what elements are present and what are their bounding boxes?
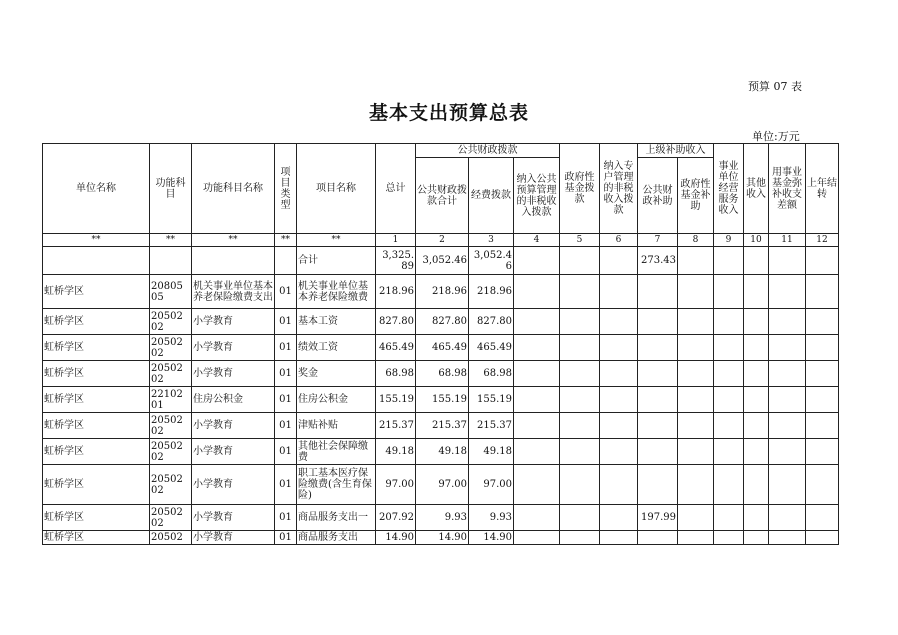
index-cell: 4 <box>514 234 560 247</box>
cell-other-income <box>744 309 769 335</box>
cell-proj-name: 职工基本医疗保险缴费(含生育保险) <box>297 465 376 505</box>
cell-carryover <box>806 413 839 439</box>
cell-proj-name: 商品服务支出 <box>297 531 376 545</box>
cell-proj-type: 01 <box>275 387 297 413</box>
cell-pf-funds: 465.49 <box>469 335 514 361</box>
cell-proj-type: 01 <box>275 531 297 545</box>
cell-total: 827.80 <box>376 309 416 335</box>
cell-pf-nontax <box>514 361 560 387</box>
cell-proj-name: 其他社会保障缴费 <box>297 439 376 465</box>
totals-pf-total: 3,052.46 <box>416 247 469 275</box>
cell-sub-public <box>638 275 678 309</box>
cell-sub-gov-fund <box>678 387 714 413</box>
index-cell: ** <box>43 234 150 247</box>
cell-func-name: 小学教育 <box>192 361 275 387</box>
table-row <box>43 387 839 413</box>
cell-proj-type: 01 <box>275 413 297 439</box>
totals-total: 3,325.89 <box>376 247 416 275</box>
cell-pf-total: 218.96 <box>416 275 469 309</box>
cell-unit-name: 虹桥学区 <box>43 387 150 413</box>
cell-biz-income <box>714 361 744 387</box>
cell-biz-fund <box>769 505 806 531</box>
cell-gov-fund <box>560 505 600 531</box>
cell-other-income <box>744 361 769 387</box>
index-cell: 10 <box>744 234 769 247</box>
cell-sub-public <box>638 361 678 387</box>
cell-gov-fund <box>560 387 600 413</box>
cell-carryover <box>806 531 839 545</box>
index-cell: 5 <box>560 234 600 247</box>
cell-pf-total: 215.37 <box>416 413 469 439</box>
cell-other-income <box>744 439 769 465</box>
col-header-special-nontax: 纳入专户管理的非税收入拨款 <box>600 144 638 234</box>
cell-pf-nontax <box>514 413 560 439</box>
index-cell: 11 <box>769 234 806 247</box>
table-row <box>43 531 839 545</box>
cell-biz-income <box>714 413 744 439</box>
cell-func-name: 小学教育 <box>192 531 275 545</box>
col-header-biz-fund: 用事业基金弥补收支差额 <box>769 144 806 234</box>
cell-biz-fund <box>769 309 806 335</box>
cell-proj-name: 奖金 <box>297 361 376 387</box>
index-cell: ** <box>192 234 275 247</box>
cell-biz-income <box>714 465 744 505</box>
cell-special-nontax <box>600 505 638 531</box>
table-row <box>43 361 839 387</box>
cell-unit-name: 虹桥学区 <box>43 275 150 309</box>
cell-biz-income <box>714 531 744 545</box>
cell-proj-name: 机关事业单位基本养老保险缴费 <box>297 275 376 309</box>
cell-proj-name: 基本工资 <box>297 309 376 335</box>
cell-total: 49.18 <box>376 439 416 465</box>
cell-pf-total: 68.98 <box>416 361 469 387</box>
cell-special-nontax <box>600 531 638 545</box>
cell-biz-income <box>714 387 744 413</box>
cell-special-nontax <box>600 275 638 309</box>
cell-special-nontax <box>600 439 638 465</box>
cell-gov-fund <box>560 531 600 545</box>
form-code: 预算 07 表 <box>748 80 802 93</box>
cell-special-nontax <box>600 387 638 413</box>
cell-biz-fund <box>769 275 806 309</box>
table-row <box>43 439 839 465</box>
cell-pf-funds: 215.37 <box>469 413 514 439</box>
cell-biz-income <box>714 335 744 361</box>
cell-gov-fund <box>560 413 600 439</box>
cell-sub-gov-fund <box>678 465 714 505</box>
totals-sub-public: 273.43 <box>638 247 678 275</box>
cell-pf-funds: 155.19 <box>469 387 514 413</box>
cell-proj-type: 01 <box>275 505 297 531</box>
budget-table <box>42 143 839 545</box>
totals-row <box>43 247 839 275</box>
cell-total: 97.00 <box>376 465 416 505</box>
cell-proj-type: 01 <box>275 275 297 309</box>
page-title: 基本支出预算总表 <box>368 102 529 124</box>
cell-pf-total: 465.49 <box>416 335 469 361</box>
index-cell: 7 <box>638 234 678 247</box>
cell-func-code: 22102 01 <box>150 387 192 413</box>
cell-unit-name: 虹桥学区 <box>43 531 150 545</box>
col-header-func-code: 功能科目 <box>150 144 192 234</box>
cell-unit-name: 虹桥学区 <box>43 439 150 465</box>
cell-carryover <box>806 335 839 361</box>
cell-carryover <box>806 387 839 413</box>
cell-func-code: 20502 02 <box>150 465 192 505</box>
cell-pf-nontax <box>514 505 560 531</box>
cell-proj-type: 01 <box>275 361 297 387</box>
cell-pf-funds: 9.93 <box>469 505 514 531</box>
cell-other-income <box>744 387 769 413</box>
cell-func-name: 小学教育 <box>192 335 275 361</box>
cell-func-name: 小学教育 <box>192 505 275 531</box>
cell-total: 465.49 <box>376 335 416 361</box>
cell-unit-name: 虹桥学区 <box>43 505 150 531</box>
cell-pf-nontax <box>514 465 560 505</box>
cell-sub-gov-fund <box>678 413 714 439</box>
col-header-total: 总计 <box>376 144 416 234</box>
cell-other-income <box>744 413 769 439</box>
cell-other-income <box>744 335 769 361</box>
col-header-pf-nontax: 纳入公共预算管理的非税收入拨款 <box>514 158 560 234</box>
cell-pf-nontax <box>514 531 560 545</box>
index-cell: 6 <box>600 234 638 247</box>
cell-biz-fund <box>769 335 806 361</box>
cell-func-name: 小学教育 <box>192 465 275 505</box>
cell-total: 155.19 <box>376 387 416 413</box>
cell-sub-gov-fund <box>678 335 714 361</box>
cell-carryover <box>806 439 839 465</box>
totals-pf-funds: 3,052.46 <box>469 247 514 275</box>
cell-sub-gov-fund <box>678 439 714 465</box>
cell-func-name: 小学教育 <box>192 439 275 465</box>
cell-biz-fund <box>769 387 806 413</box>
table-row <box>43 413 839 439</box>
index-cell: 9 <box>714 234 744 247</box>
index-cell: 8 <box>678 234 714 247</box>
cell-func-code: 20502 <box>150 531 192 545</box>
cell-pf-total: 97.00 <box>416 465 469 505</box>
index-cell: 3 <box>469 234 514 247</box>
cell-unit-name: 虹桥学区 <box>43 413 150 439</box>
totals-label: 合计 <box>297 247 376 275</box>
cell-other-income <box>744 531 769 545</box>
index-cell: ** <box>297 234 376 247</box>
table-row <box>43 505 839 531</box>
column-index-row <box>43 234 839 247</box>
cell-func-code: 20502 02 <box>150 309 192 335</box>
index-cell: ** <box>275 234 297 247</box>
cell-total: 68.98 <box>376 361 416 387</box>
cell-special-nontax <box>600 309 638 335</box>
cell-total: 14.90 <box>376 531 416 545</box>
cell-carryover <box>806 309 839 335</box>
table-row <box>43 275 839 309</box>
cell-special-nontax <box>600 335 638 361</box>
cell-gov-fund <box>560 335 600 361</box>
index-cell: 2 <box>416 234 469 247</box>
cell-biz-fund <box>769 439 806 465</box>
cell-special-nontax <box>600 413 638 439</box>
cell-biz-income <box>714 309 744 335</box>
index-cell: ** <box>150 234 192 247</box>
cell-carryover <box>806 465 839 505</box>
cell-pf-funds: 68.98 <box>469 361 514 387</box>
cell-pf-funds: 827.80 <box>469 309 514 335</box>
cell-special-nontax <box>600 361 638 387</box>
cell-carryover <box>806 275 839 309</box>
col-header-pf-funds: 经费拨款 <box>469 158 514 234</box>
cell-pf-nontax <box>514 309 560 335</box>
cell-func-name: 小学教育 <box>192 413 275 439</box>
cell-unit-name: 虹桥学区 <box>43 335 150 361</box>
col-header-gov-fund: 政府性基金拨款 <box>560 144 600 234</box>
col-header-proj-type: 项目类型 <box>275 144 297 234</box>
cell-sub-public <box>638 387 678 413</box>
cell-pf-total: 827.80 <box>416 309 469 335</box>
cell-biz-fund <box>769 361 806 387</box>
cell-pf-total: 49.18 <box>416 439 469 465</box>
cell-sub-gov-fund <box>678 275 714 309</box>
col-header-upper-subsidy: 上级补助收入 <box>638 144 714 158</box>
table-row <box>43 309 839 335</box>
cell-proj-name: 住房公积金 <box>297 387 376 413</box>
cell-proj-name: 绩效工资 <box>297 335 376 361</box>
col-header-other-income: 其他收入 <box>744 144 769 234</box>
cell-total: 207.92 <box>376 505 416 531</box>
cell-carryover <box>806 361 839 387</box>
cell-unit-name: 虹桥学区 <box>43 465 150 505</box>
col-header-pf-total: 公共财政拨款合计 <box>416 158 469 234</box>
cell-func-code: 20502 02 <box>150 505 192 531</box>
cell-func-name: 小学教育 <box>192 309 275 335</box>
cell-biz-fund <box>769 531 806 545</box>
cell-func-code: 20502 02 <box>150 439 192 465</box>
cell-pf-funds: 49.18 <box>469 439 514 465</box>
cell-func-code: 20502 02 <box>150 361 192 387</box>
cell-biz-income <box>714 439 744 465</box>
cell-biz-fund <box>769 465 806 505</box>
cell-gov-fund <box>560 275 600 309</box>
cell-sub-public <box>638 439 678 465</box>
col-header-carryover: 上年结转 <box>806 144 839 234</box>
cell-gov-fund <box>560 361 600 387</box>
cell-total: 215.37 <box>376 413 416 439</box>
cell-func-code: 20805 05 <box>150 275 192 309</box>
cell-pf-nontax <box>514 335 560 361</box>
cell-special-nontax <box>600 465 638 505</box>
col-header-sub-public: 公共财政补助 <box>638 158 678 234</box>
cell-pf-total: 14.90 <box>416 531 469 545</box>
col-header-public-finance: 公共财政拨款 <box>416 144 560 158</box>
cell-biz-fund <box>769 413 806 439</box>
cell-pf-funds: 218.96 <box>469 275 514 309</box>
cell-gov-fund <box>560 465 600 505</box>
cell-sub-gov-fund <box>678 531 714 545</box>
cell-pf-nontax <box>514 275 560 309</box>
cell-gov-fund <box>560 439 600 465</box>
cell-biz-income <box>714 275 744 309</box>
cell-sub-public <box>638 335 678 361</box>
cell-func-code: 20502 02 <box>150 335 192 361</box>
cell-func-name: 机关事业单位基本养老保险缴费支出 <box>192 275 275 309</box>
cell-proj-type: 01 <box>275 309 297 335</box>
cell-total: 218.96 <box>376 275 416 309</box>
cell-proj-name: 商品服务支出一 <box>297 505 376 531</box>
cell-pf-nontax <box>514 439 560 465</box>
cell-biz-income <box>714 505 744 531</box>
cell-unit-name: 虹桥学区 <box>43 309 150 335</box>
cell-unit-name: 虹桥学区 <box>43 361 150 387</box>
cell-other-income <box>744 465 769 505</box>
cell-proj-type: 01 <box>275 439 297 465</box>
cell-pf-funds: 97.00 <box>469 465 514 505</box>
table-row <box>43 335 839 361</box>
cell-pf-total: 155.19 <box>416 387 469 413</box>
cell-sub-public <box>638 309 678 335</box>
unit-label: 单位:万元 <box>752 130 800 143</box>
col-header-func-name: 功能科目名称 <box>192 144 275 234</box>
index-cell: 12 <box>806 234 839 247</box>
cell-sub-public <box>638 413 678 439</box>
cell-gov-fund <box>560 309 600 335</box>
index-cell: 1 <box>376 234 416 247</box>
data-rows <box>43 275 839 545</box>
cell-sub-public: 197.99 <box>638 505 678 531</box>
cell-pf-nontax <box>514 387 560 413</box>
cell-proj-type: 01 <box>275 465 297 505</box>
cell-func-code: 20502 02 <box>150 413 192 439</box>
table-row <box>43 465 839 505</box>
cell-pf-total: 9.93 <box>416 505 469 531</box>
cell-sub-public <box>638 465 678 505</box>
cell-proj-type: 01 <box>275 335 297 361</box>
cell-func-name: 住房公积金 <box>192 387 275 413</box>
col-header-sub-gov-fund: 政府性基金补助 <box>678 158 714 234</box>
cell-carryover <box>806 505 839 531</box>
col-header-biz-income: 事业单位经营服务收入 <box>714 144 744 234</box>
cell-pf-funds: 14.90 <box>469 531 514 545</box>
cell-proj-name: 津贴补贴 <box>297 413 376 439</box>
cell-sub-public <box>638 531 678 545</box>
cell-sub-gov-fund <box>678 505 714 531</box>
col-header-proj-name: 项目名称 <box>297 144 376 234</box>
cell-other-income <box>744 275 769 309</box>
cell-sub-gov-fund <box>678 361 714 387</box>
cell-sub-gov-fund <box>678 309 714 335</box>
col-header-unit-name: 单位名称 <box>43 144 150 234</box>
cell-other-income <box>744 505 769 531</box>
